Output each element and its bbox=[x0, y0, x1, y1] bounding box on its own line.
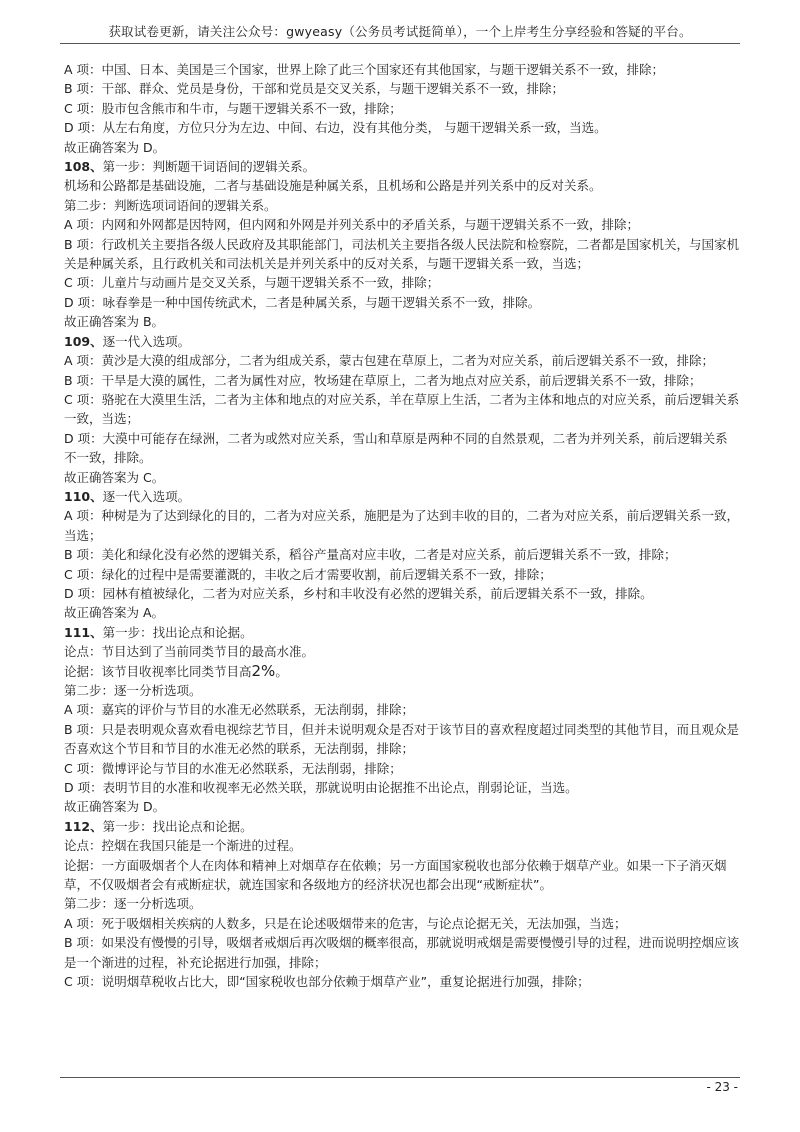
answer-explanations bbox=[64, 60, 740, 992]
line-text: D 项：园林有植被绿化，二者为对应关系，乡村和丰收没有必然的逻辑关系，前后逻辑关系不一致，排除。 bbox=[64, 585, 653, 601]
text-line bbox=[64, 79, 740, 98]
line-text: C 项：股市包含熊市和牛市，与题干逻辑关系不一致，排除； bbox=[64, 100, 402, 116]
header-divider bbox=[60, 43, 740, 44]
question-number: 110、 bbox=[64, 488, 103, 504]
text-line bbox=[64, 390, 740, 429]
text-line bbox=[64, 933, 740, 972]
text-line bbox=[64, 60, 740, 79]
line-text: B 项：美化和绿化没有必然的逻辑关系，稻谷产量高对应丰收，二者是对应关系，前后逻辑关系不一致，排除； bbox=[64, 547, 677, 563]
line-text: A 项：中国、日本、美国是三个国家，世界上除了此三个国家还有其他国家，与题干逻辑关系不一致，排除； bbox=[64, 62, 665, 77]
line-text: 论据：一方面吸烟者个人在肉体和精神上对烟草存在依赖；另一方面国家税收也部分依赖于烟草产业。如果一下子消灭烟草，不仅吸烟者会有戒断症状，就连国家和各级地方的经济状况也都会出现“戒断症状”。 bbox=[64, 857, 727, 893]
text-line bbox=[64, 914, 740, 933]
text-line bbox=[64, 99, 740, 118]
line-text: D 项：表明节目的水准和收视率无必然关联，那就说明由论据推不出论点，削弱论证，当选。 bbox=[64, 780, 578, 796]
text-line bbox=[64, 836, 740, 855]
text-line bbox=[64, 545, 740, 564]
line-text: C 项：说明烟草税收占比大，即“国家税收也部分依赖于烟草产业”，重复论据进行加强，排除； bbox=[64, 974, 590, 990]
text-line bbox=[64, 759, 740, 778]
line-text: 故正确答案为 C。 bbox=[64, 469, 165, 485]
question-number: 109、 bbox=[64, 333, 103, 349]
line-text: B 项：只是表明观众喜欢看电视综艺节目，但并未说明观众是否对于该节目的喜欢程度超过同类型的其他节目，而且观众是否喜欢这个节目和节目的水准无必然的联系，无法削弱，排除； bbox=[64, 721, 740, 757]
text-line bbox=[64, 797, 740, 816]
text-line bbox=[64, 235, 740, 274]
percent-value: 2% bbox=[251, 661, 276, 680]
line-text: 第二步：逐一分析选项。 bbox=[64, 896, 202, 912]
line-text: D 项：咏春拳是一种中国传统武术，二者是种属关系，与题干逻辑关系不一致，排除。 bbox=[64, 294, 541, 310]
line-text: 第一步：找出论点和论据。 bbox=[102, 624, 253, 640]
line-text: 第二步：判断选项词语间的逻辑关系。 bbox=[64, 197, 277, 213]
question-number: 112、 bbox=[64, 818, 103, 834]
text-line bbox=[64, 856, 740, 895]
question-number: 111、 bbox=[64, 624, 103, 640]
text-line bbox=[64, 293, 740, 312]
text-line bbox=[64, 157, 740, 176]
line-text: 机场和公路都是基础设施，二者与基础设施是种属关系，且机场和公路是并列关系中的反对关系。 bbox=[64, 178, 602, 194]
text-line bbox=[64, 176, 740, 195]
text-line bbox=[64, 118, 740, 137]
text-line bbox=[64, 817, 740, 836]
line-text: 第二步：逐一分析选项。 bbox=[64, 683, 202, 698]
line-text: 故正确答案为 A。 bbox=[64, 605, 165, 621]
text-line bbox=[64, 215, 740, 234]
line-text: A 项：内网和外网都是因特网，但内网和外网是并列关系中的矛盾关系，与题干逻辑关系不一致，排除； bbox=[64, 217, 640, 233]
text-line bbox=[64, 642, 740, 661]
line-text: B 项：干部、群众、党员是身份，干部和党员是交叉关系，与题干逻辑关系不一致，排除； bbox=[64, 81, 565, 97]
line-text: C 项：儿童片与动画片是交叉关系，与题干逻辑关系不一致，排除； bbox=[64, 275, 440, 291]
line-text: C 项：骆驼在大漠里生活，二者为主体和地点的对应关系，羊在草原上生活，二者为主体和地点的对应关系，前后逻辑关系一致，当选； bbox=[64, 391, 740, 427]
line-text: 第一步：判断题干词语间的逻辑关系。 bbox=[102, 159, 316, 175]
line-text: 逐一代入选项。 bbox=[102, 488, 191, 504]
text-line bbox=[64, 681, 740, 700]
line-text: D 项：大漠中可能存在绿洲，二者为或然对应关系，雪山和草原是两种不同的自然景观，二者为并列关系，前后逻辑关系不一致，排除。 bbox=[64, 430, 728, 466]
text-line bbox=[64, 468, 740, 487]
line-text: 故正确答案为 D。 bbox=[64, 139, 166, 155]
line-text: 逐一代入选项。 bbox=[102, 333, 191, 349]
text-line bbox=[64, 506, 740, 545]
line-text: 论点：控烟在我国只能是一个渐进的过程。 bbox=[64, 838, 302, 854]
text-line bbox=[64, 720, 740, 759]
line-text: 论点：节目达到了当前同类节目的最高水准。 bbox=[64, 644, 315, 660]
line-text: 故正确答案为 B。 bbox=[64, 314, 165, 330]
page-header: 获取试卷更新，请关注公众号：gwyeasy（公务员考试挺简单），一个上岸考生分享经验和答疑的平台。 bbox=[108, 24, 692, 39]
text-line bbox=[64, 972, 740, 991]
page-number: - 23 - bbox=[706, 1080, 738, 1094]
text-line bbox=[64, 584, 740, 603]
line-text: C 项：微博评论与节目的水准无必然联系，无法削弱，排除； bbox=[64, 760, 402, 776]
line-text: 故正确答案为 D。 bbox=[64, 799, 166, 815]
text-line bbox=[64, 138, 740, 157]
question-number: 108、 bbox=[64, 159, 103, 175]
text-line bbox=[64, 778, 740, 797]
line-text: A 项：死于吸烟相关疾病的人数多，只是在论述吸烟带来的危害，与论点论据无关，无法加强，当选； bbox=[64, 915, 627, 931]
line-text: D 项：从左右角度，方位只分为左边、中间、右边，没有其他分类， 与题干逻辑关系一致，当选。 bbox=[64, 120, 607, 136]
text-line bbox=[64, 487, 740, 506]
text-line bbox=[64, 312, 740, 331]
text-line bbox=[64, 700, 740, 719]
line-text: 第一步：找出论点和论据。 bbox=[102, 818, 253, 834]
footer-divider bbox=[60, 1077, 740, 1078]
text-line bbox=[64, 196, 740, 215]
text-line bbox=[64, 894, 740, 913]
text-line bbox=[64, 273, 740, 292]
line-text: C 项：绿化的过程中是需要灌溉的，丰收之后才需要收割，前后逻辑关系不一致，排除； bbox=[64, 566, 552, 582]
text-line bbox=[64, 662, 740, 681]
text-line bbox=[64, 603, 740, 622]
text-line bbox=[64, 332, 740, 351]
text-line bbox=[64, 371, 740, 390]
line-text: B 项：如果没有慢慢的引导，吸烟者戒烟后再次吸烟的概率很高，那就说明戒烟是需要慢慢引导的过程，进而说明控烟应该是一个渐进的过程，补充论据进行加强，排除； bbox=[64, 935, 740, 970]
text-line bbox=[64, 429, 740, 468]
line-text: B 项：行政机关主要指各级人民政府及其职能部门，司法机关主要指各级人民法院和检察院，二者都是国家机关，与国家机关是种属关系，且行政机关和司法机关是并列关系中的反对关系，与题干逻辑关系一致，当选； bbox=[64, 236, 740, 272]
line-tail: 。 bbox=[275, 663, 288, 679]
text-line bbox=[64, 351, 740, 370]
line-text: B 项：干旱是大漠的属性，二者为属性对应，牧场建在草原上，二者为地点对应关系，前后逻辑关系不一致，排除； bbox=[64, 372, 702, 388]
text-line bbox=[64, 623, 740, 642]
line-text: 论据：该节目收视率比同类节目高 bbox=[64, 663, 252, 679]
text-line bbox=[64, 565, 740, 584]
line-text: A 项：黄沙是大漠的组成部分，二者为组成关系，蒙古包建在草原上，二者为对应关系，前后逻辑关系不一致，排除； bbox=[64, 353, 715, 369]
line-text: A 项：种树是为了达到绿化的目的，二者为对应关系，施肥是为了达到丰收的目的，二者为对应关系，前后逻辑关系一致，当选； bbox=[64, 508, 740, 543]
line-text: A 项：嘉宾的评价与节目的水准无必然联系，无法削弱，排除； bbox=[64, 702, 415, 718]
